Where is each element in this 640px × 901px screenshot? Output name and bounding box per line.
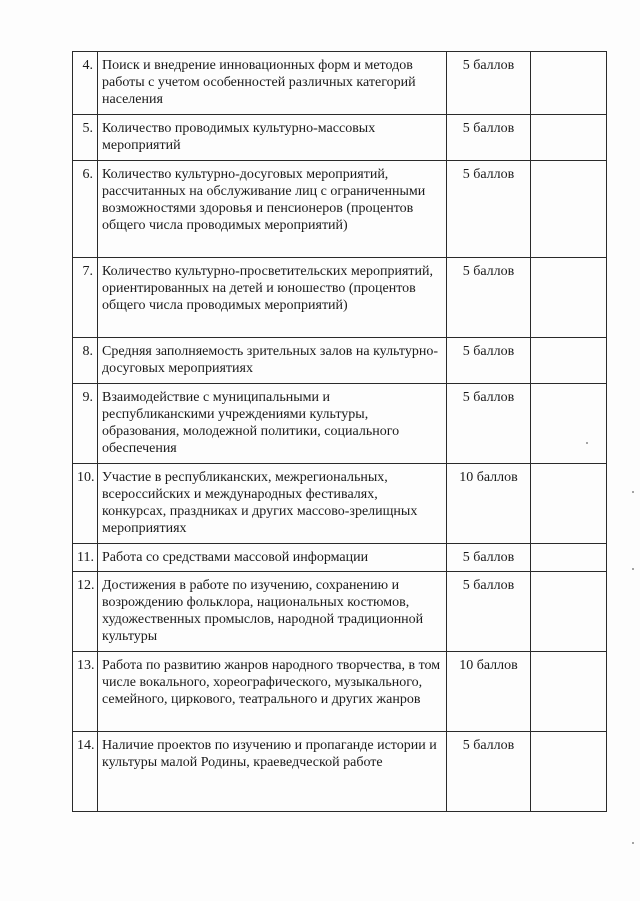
criterion-score: 5 баллов	[447, 572, 531, 652]
criterion-text: Участие в республиканских, межрегиональных, всероссийских и международных фестивалях, конкурсах, праздниках и других массово-зрелищных мероприятиях	[98, 464, 447, 544]
criterion-score: 5 баллов	[447, 161, 531, 258]
criterion-score: 10 баллов	[447, 652, 531, 732]
scan-speck	[632, 842, 634, 844]
criterion-text: Количество культурно-просветительских мероприятий, ориентированных на детей и юношество (процентов общего числа проводимых мероприятий)	[98, 258, 447, 338]
empty-cell	[531, 572, 607, 652]
table-row	[73, 384, 607, 464]
row-number: 14.	[73, 732, 98, 812]
table-row	[73, 732, 607, 812]
table-row	[73, 572, 607, 652]
row-number: 12.	[73, 572, 98, 652]
criterion-score: 5 баллов	[447, 338, 531, 384]
row-number: 13.	[73, 652, 98, 732]
empty-cell	[531, 161, 607, 258]
empty-cell	[531, 464, 607, 544]
criterion-text: Количество культурно-досуговых мероприятий, рассчитанных на обслуживание лиц с ограниченными возможностями здоровья и пенсионеров (процентов общего числа проводимых мероприятий)	[98, 161, 447, 258]
empty-cell	[531, 544, 607, 572]
criterion-score: 5 баллов	[447, 384, 531, 464]
criterion-text: Средняя заполняемость зрительных залов на культурно-досуговых мероприятиях	[98, 338, 447, 384]
row-number: 11.	[73, 544, 98, 572]
empty-cell	[531, 52, 607, 115]
criterion-score: 10 баллов	[447, 464, 531, 544]
row-number: 7.	[73, 258, 98, 338]
table-row	[73, 52, 607, 115]
table-row	[73, 652, 607, 732]
row-number: 9.	[73, 384, 98, 464]
row-number: 6.	[73, 161, 98, 258]
criterion-text: Работа по развитию жанров народного творчества, в том числе вокального, хореографического, музыкального, семейного, циркового, театрального и других жанров	[98, 652, 447, 732]
table-row	[73, 115, 607, 161]
row-number: 4.	[73, 52, 98, 115]
criterion-score: 5 баллов	[447, 732, 531, 812]
criterion-text: Количество проводимых культурно-массовых мероприятий	[98, 115, 447, 161]
criterion-score: 5 баллов	[447, 258, 531, 338]
table-row	[73, 464, 607, 544]
criterion-text: Достижения в работе по изучению, сохранению и возрождению фольклора, национальных костюмов, художественных промыслов, народной традиционной культуры	[98, 572, 447, 652]
row-number: 8.	[73, 338, 98, 384]
empty-cell	[531, 732, 607, 812]
empty-cell	[531, 384, 607, 464]
table-row	[73, 161, 607, 258]
table-row	[73, 544, 607, 572]
criteria-table	[72, 51, 607, 812]
empty-cell	[531, 258, 607, 338]
scan-speck	[632, 491, 634, 493]
table-row	[73, 338, 607, 384]
criterion-score: 5 баллов	[447, 115, 531, 161]
criterion-score: 5 баллов	[447, 52, 531, 115]
empty-cell	[531, 338, 607, 384]
row-number: 5.	[73, 115, 98, 161]
criterion-text: Работа со средствами массовой информации	[98, 544, 447, 572]
criterion-score: 5 баллов	[447, 544, 531, 572]
criterion-text: Взаимодействие с муниципальными и республиканскими учреждениями культуры, образования, молодежной политики, социального обеспечения	[98, 384, 447, 464]
empty-cell	[531, 652, 607, 732]
scan-speck	[632, 568, 634, 570]
scan-speck	[586, 442, 588, 444]
criterion-text: Наличие проектов по изучению и пропаганде истории и культуры малой Родины, краеведческой работе	[98, 732, 447, 812]
row-number: 10.	[73, 464, 98, 544]
table-row	[73, 258, 607, 338]
empty-cell	[531, 115, 607, 161]
criterion-text: Поиск и внедрение инновационных форм и методов работы с учетом особенностей различных категорий населения	[98, 52, 447, 115]
